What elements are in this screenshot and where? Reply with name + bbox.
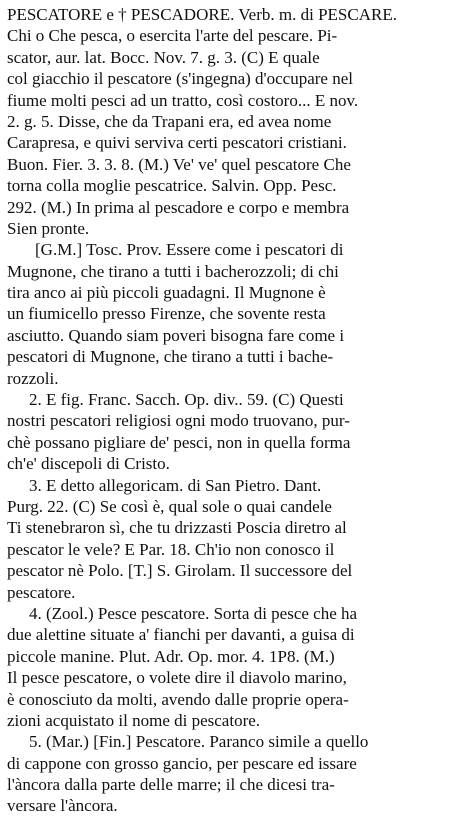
text-line: pescator nè Polo. [T.] S. Girolam. Il successore del <box>7 561 353 581</box>
headword-paragraph <box>7 4 464 239</box>
text-line: è conosciuto da molti, avendo dalle proprie opera- <box>7 689 349 709</box>
text-line: 2. E fig. Franc. Sacch. Op. div.. 59. (C) Questi <box>29 390 344 410</box>
text-line: l'àncora dalla parte delle marre; il che dicesi tra- <box>7 775 335 795</box>
text-line: Carapresa, e quivi serviva certi pescatori cristiani. <box>7 133 347 153</box>
text-line: tira anco ai più piccoli guadagni. Il Mugnone è <box>7 283 326 303</box>
text-line: fiume molti pesci ad un tratto, così costoro... E nov. <box>7 90 359 110</box>
text-line: Mugnone, che tirano a tutti i bacherozzoli; di chi <box>7 261 339 281</box>
text-line: di capponе con grosso gancio, per pescare ed issare <box>7 753 357 773</box>
text-line: Il pesce pescatore, o volete dire il diavolo marino, <box>7 668 347 688</box>
text-line: [G.M.] Tosc. Prov. Essere come i pescatori di <box>35 240 344 260</box>
sense-3-paragraph <box>7 475 464 603</box>
text-line: scator, aur. lat. Bocc. Nov. 7. g. 3. (C) E quale <box>7 47 320 67</box>
text-line: chè possano pigliare de' pesci, non in quella forma <box>7 432 351 452</box>
text-line: Buon. Fier. 3. 3. 8. (M.) Ve' ve' quel pescatore Che <box>7 154 351 174</box>
text-line: zioni acquistato il nome di pescatore. <box>7 710 261 730</box>
text-line: un fiumicello presso Firenze, che sovente resta <box>7 304 326 324</box>
sense-2-paragraph <box>7 389 464 475</box>
sense-4-paragraph <box>7 603 464 731</box>
text-line: versare l'àncora. <box>7 796 118 816</box>
text-line: Ti stenebraron sì, che tu drizzasti Poscia diretro al <box>7 518 347 538</box>
text-line: ch'e' discepoli di Cristo. <box>7 454 170 474</box>
text-line: asciutto. Quando siam poveri bisogna fare come i <box>7 325 345 345</box>
text-line: Purg. 22. (C) Se così è, qual sole o quai candele <box>7 496 332 516</box>
sense-5-paragraph <box>7 731 464 817</box>
text-line: pescator le vele? E Par. 18. Ch'io non conosco il <box>7 539 335 559</box>
text-line: PESCATORE e † PESCADORE. Verb. m. di PESCARE. <box>7 5 397 24</box>
text-line: col giacchio il pescatore (s'ingegna) d'occupare nel <box>7 69 353 89</box>
text-line: piccole manine. Plut. Adr. Op. mor. 4. 1P8. (M.) <box>7 646 335 666</box>
text-line: 4. (Zool.) Pesce pescatore. Sorta di pesce che ha <box>29 603 358 623</box>
text-line: 292. (M.) In prima al pescadore e corpo e membra <box>7 197 350 217</box>
text-line: due alettine situate a' fianchi per davanti, a guisa di <box>7 625 355 645</box>
text-line: pescatori di Mugnone, che tirano a tutti i bache- <box>7 347 334 367</box>
text-line: 5. (Mar.) [Fin.] Pescatore. Paranco simile a quello <box>29 732 369 752</box>
text-line: 2. g. 5. Disse, che da Trapani era, ed avea nome <box>7 111 332 131</box>
text-line: rozzoli. <box>7 368 59 388</box>
text-line: Chi o Che pesca, o esercita l'arte del pescare. Pi- <box>7 26 338 46</box>
text-line: torna colla moglie pescatrice. Salvin. Opp. Pesc. <box>7 176 337 196</box>
text-line: nostri pescatori religiosi ogni modo truovano, pur- <box>7 411 350 431</box>
text-line: 3. E detto allegoricam. di San Pietro. Dant. <box>29 475 322 495</box>
text-line: Sien pronte. <box>7 218 90 238</box>
proverb-paragraph <box>7 239 464 389</box>
text-line: pescatore. <box>7 582 76 602</box>
